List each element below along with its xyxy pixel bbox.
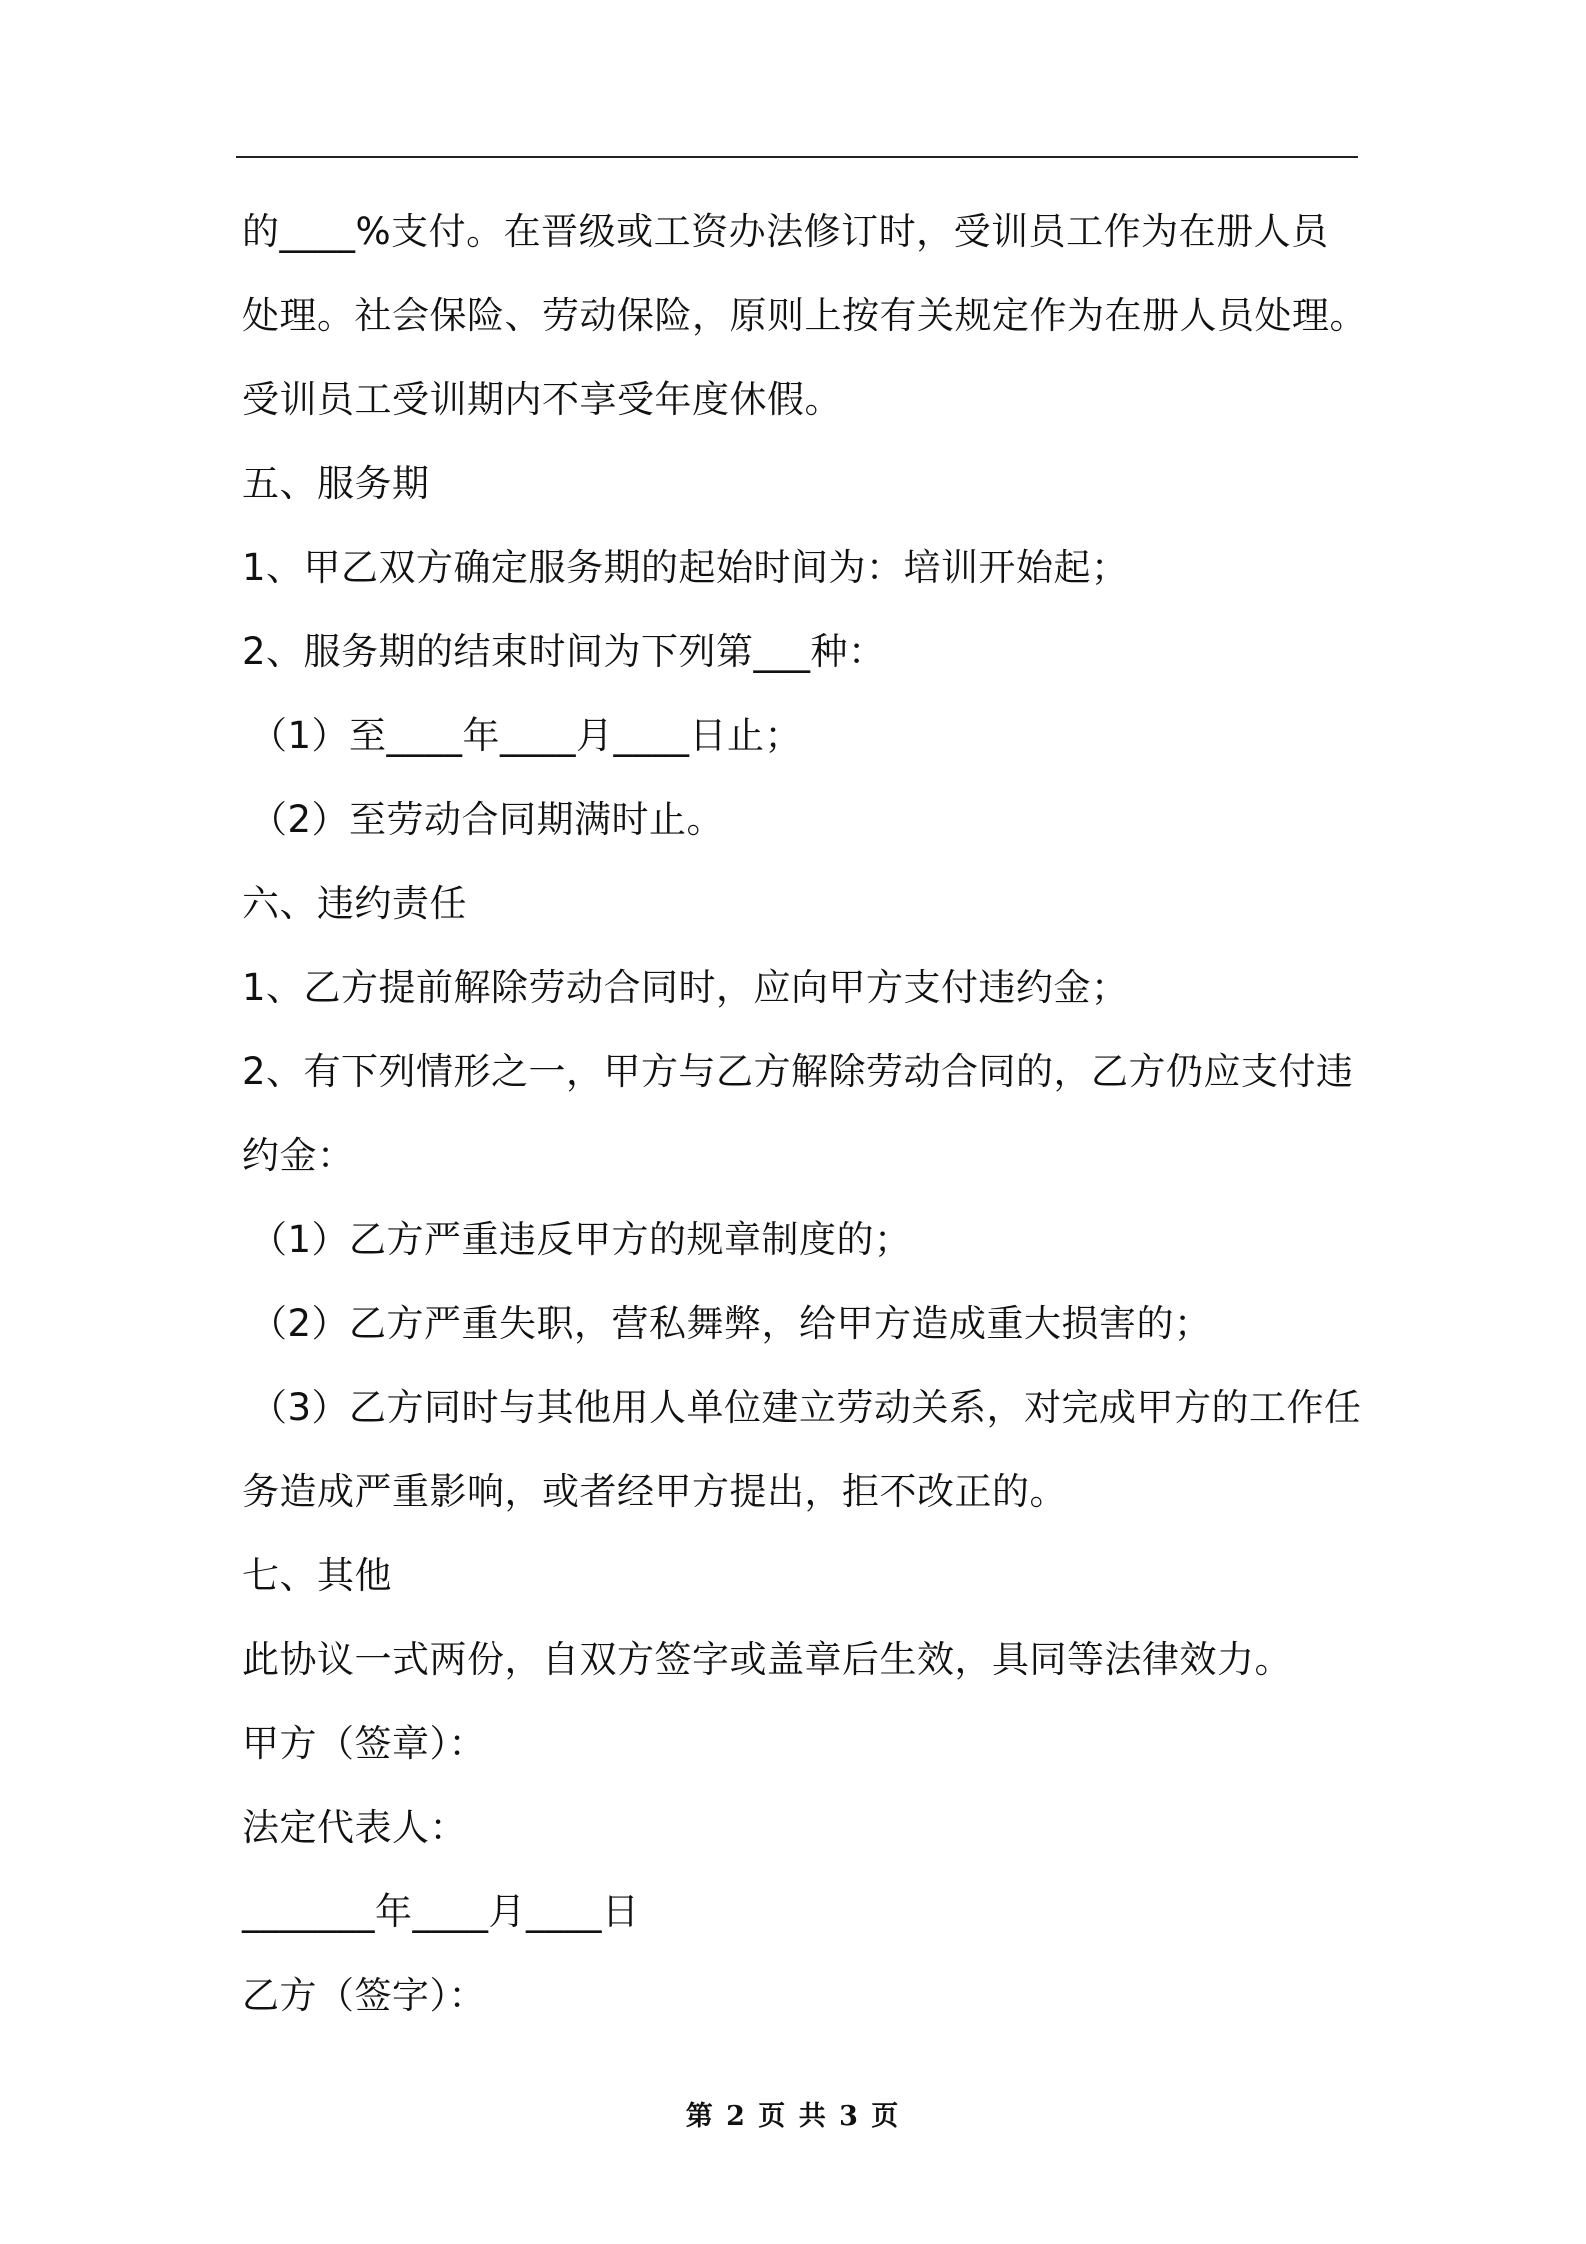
party-b-signature-line: 乙方（签字）：: [242, 1974, 486, 2017]
section-heading-other: 七、其他: [242, 1554, 392, 1597]
clause-line: 2、服务期的结束时间为下列第___种：: [242, 630, 886, 673]
party-a-signature-line: 甲方（签章）：: [242, 1722, 486, 1765]
option-line: （3）乙方同时与其他用人单位建立劳动关系，对完成甲方的工作任: [250, 1386, 1362, 1429]
clause-line: 1、甲乙双方确定服务期的起始时间为：培训开始起；: [242, 546, 1129, 589]
clause-line: 2、有下列情形之一，甲方与乙方解除劳动合同的，乙方仍应支付违: [242, 1050, 1354, 1093]
option-line: （1）乙方严重违反甲方的规章制度的；: [250, 1218, 912, 1261]
paragraph-line: 此协议一式两份，自双方签字或盖章后生效，具同等法律效力。: [242, 1638, 1292, 1681]
option-line: （2）乙方严重失职，营私舞弊，给甲方造成重大损害的；: [250, 1302, 1212, 1345]
option-line: （1）至____年____月____日止；: [250, 714, 803, 757]
header-rule: [236, 156, 1358, 158]
paragraph-line: 处理。社会保险、劳动保险，原则上按有关规定作为在册人员处理。: [242, 294, 1367, 337]
clause-line: 1、乙方提前解除劳动合同时，应向甲方支付违约金；: [242, 966, 1129, 1009]
paragraph-line: 受训员工受训期内不享受年度休假。: [242, 378, 842, 421]
section-heading-service-period: 五、服务期: [242, 462, 430, 505]
option-line: （2）至劳动合同期满时止。: [250, 798, 725, 841]
section-heading-liability: 六、违约责任: [242, 882, 467, 925]
paragraph-line: 务造成严重影响，或者经甲方提出，拒不改正的。: [242, 1470, 1067, 1513]
paragraph-line: 的____%支付。在晋级或工资办法修订时，受训员工作为在册人员: [242, 210, 1329, 253]
legal-representative-line: 法定代表人：: [242, 1806, 467, 1849]
document-body: [242, 190, 1367, 2038]
page-number: 第 2 页 共 3 页: [685, 2101, 901, 2132]
clause-line: 约金：: [242, 1134, 355, 1177]
date-line: _______年____月____日: [242, 1890, 640, 1933]
